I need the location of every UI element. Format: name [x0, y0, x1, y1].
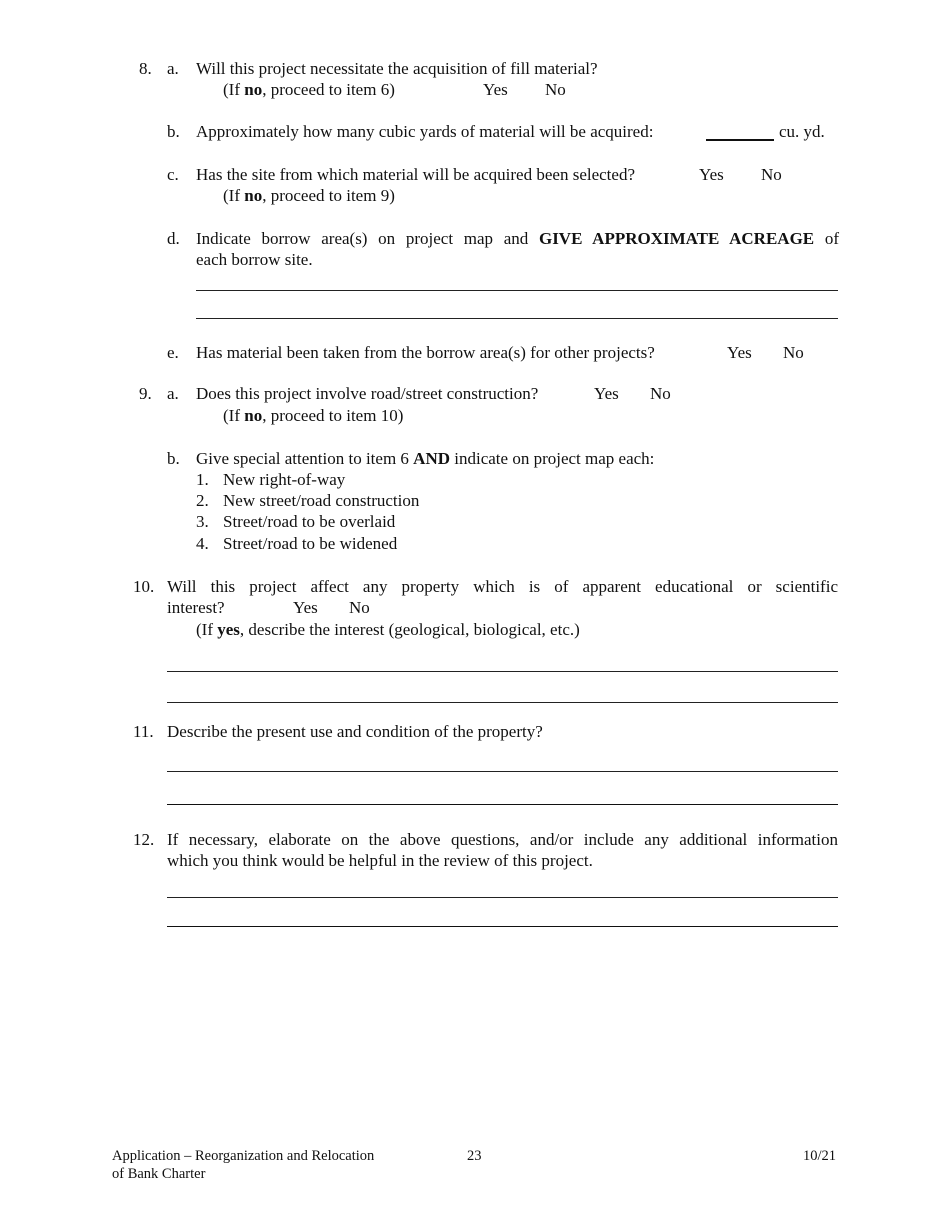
yes-option[interactable]: Yes	[594, 384, 619, 403]
yes-option[interactable]: Yes	[699, 165, 724, 184]
question-text: Will this project necessitate the acquisition of fill material?	[196, 59, 598, 78]
subitem-letter: b.	[167, 449, 180, 468]
skip-instruction: (If no, proceed to item 9)	[223, 186, 395, 205]
list-item-number: 3.	[196, 512, 209, 531]
question-number: 10.	[133, 577, 155, 596]
question-text: Describe the present use and condition of the property?	[167, 722, 543, 741]
question-text: Has the site from which material will be acquired been selected?	[196, 165, 635, 184]
answer-line[interactable]	[167, 771, 838, 772]
subitem-letter: c.	[167, 165, 179, 184]
subitem-letter: a.	[167, 384, 179, 403]
list-item: New right-of-way	[223, 470, 346, 489]
list-item: New street/road construction	[223, 491, 420, 510]
yes-option[interactable]: Yes	[293, 598, 318, 617]
list-item: Street/road to be widened	[223, 534, 398, 553]
subitem-letter: d.	[167, 229, 180, 248]
conditional-instruction: (If yes, describe the interest (geological, biological, etc.)	[196, 620, 580, 639]
no-option[interactable]: No	[783, 343, 804, 362]
answer-line[interactable]	[167, 926, 838, 927]
no-option[interactable]: No	[545, 80, 566, 99]
question-text: Approximately how many cubic yards of material will be acquired:	[196, 122, 654, 141]
subitem-letter: e.	[167, 343, 179, 362]
question-text: Give special attention to item 6 AND indicate on project map each:	[196, 449, 655, 468]
no-option[interactable]: No	[761, 165, 782, 184]
skip-instruction: (If no, proceed to item 10)	[223, 406, 404, 425]
question-text-continued: which you think would be helpful in the review of this project.	[167, 851, 593, 870]
question-number: 12.	[133, 830, 155, 849]
answer-line[interactable]	[167, 804, 838, 805]
question-text: Indicate borrow area(s) on project map and GIVE APPROXIMATE ACREAGE of	[196, 229, 839, 248]
question-text: Has material been taken from the borrow area(s) for other projects?	[196, 343, 655, 362]
subitem-letter: a.	[167, 59, 179, 78]
unit-label: cu. yd.	[779, 122, 825, 141]
list-item: Street/road to be overlaid	[223, 512, 396, 531]
no-option[interactable]: No	[650, 384, 671, 403]
answer-line[interactable]	[196, 318, 838, 319]
question-text: Will this project affect any property which is of apparent educational or scientific	[167, 577, 838, 596]
question-text: If necessary, elaborate on the above questions, and/or include any additional information	[167, 830, 838, 849]
yes-option[interactable]: Yes	[727, 343, 752, 362]
subitem-letter: b.	[167, 122, 180, 141]
question-number: 8.	[139, 59, 152, 78]
list-item-number: 1.	[196, 470, 209, 489]
skip-instruction: (If no, proceed to item 6)	[223, 80, 395, 99]
list-item-number: 2.	[196, 491, 209, 510]
question-text-continued: interest?	[167, 598, 225, 617]
answer-line[interactable]	[167, 702, 838, 703]
yes-option[interactable]: Yes	[483, 80, 508, 99]
list-item-number: 4.	[196, 534, 209, 553]
question-number: 9.	[139, 384, 152, 403]
cubic-yards-blank[interactable]	[706, 139, 774, 141]
footer-title-continued: of Bank Charter	[112, 1166, 206, 1182]
page-number: 23	[467, 1148, 482, 1164]
answer-line[interactable]	[167, 897, 838, 898]
answer-line[interactable]	[167, 671, 838, 672]
answer-line[interactable]	[196, 290, 838, 291]
revision-date: 10/21	[803, 1148, 837, 1164]
question-text: Does this project involve road/street construction?	[196, 384, 539, 403]
footer-title: Application – Reorganization and Relocation	[112, 1148, 375, 1164]
question-number: 11.	[133, 722, 154, 741]
no-option[interactable]: No	[349, 598, 370, 617]
question-text-continued: each borrow site.	[196, 250, 313, 269]
